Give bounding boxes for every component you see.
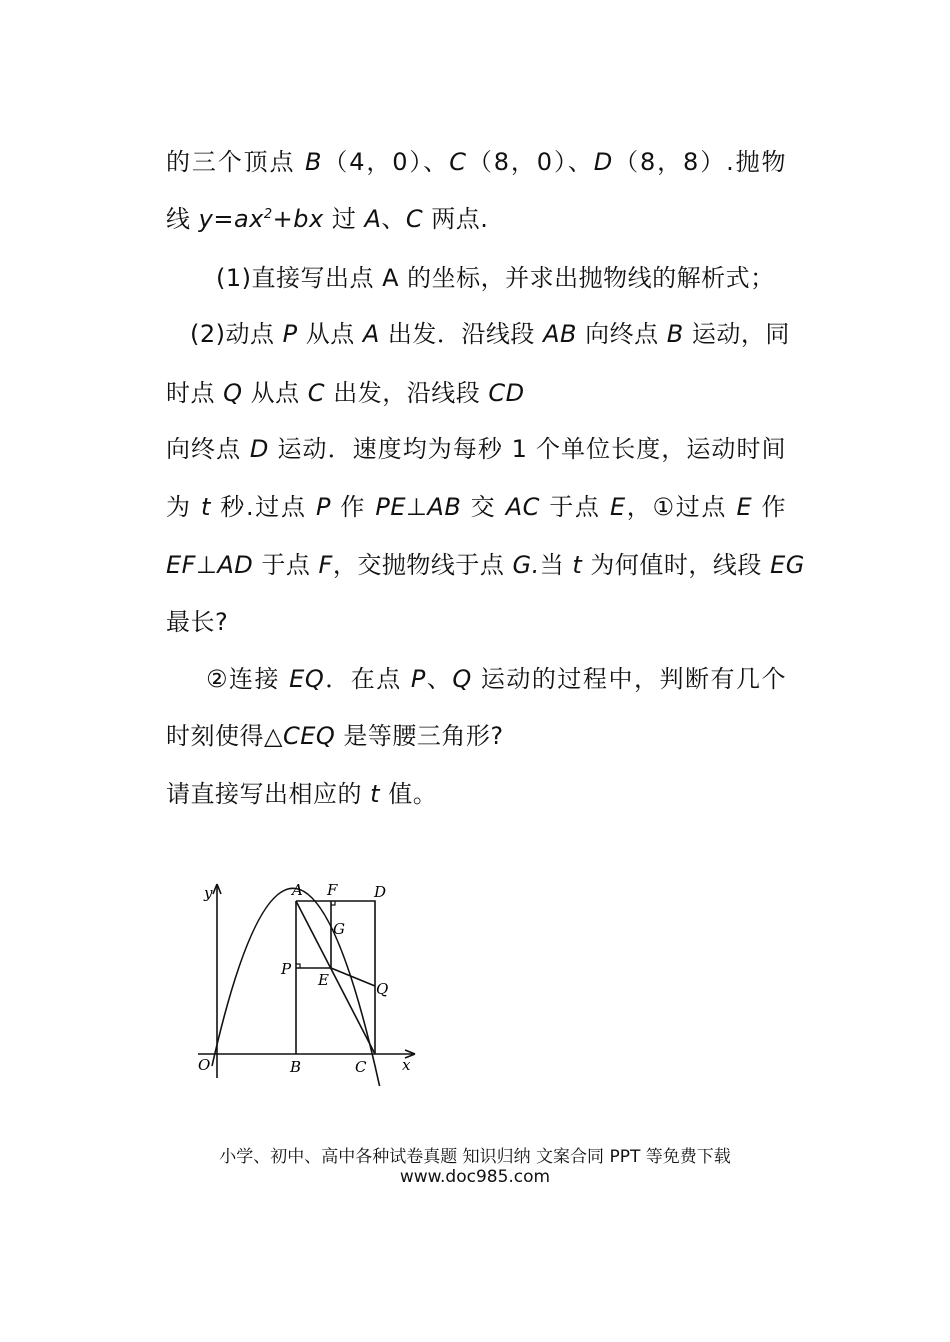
point-q: Q — [452, 665, 472, 693]
question-2-line-5 — [166, 549, 805, 581]
point-d: D — [593, 148, 613, 176]
text-segment: ②连接 — [206, 665, 290, 693]
text-segment: 出发，沿线段 — [325, 379, 489, 407]
text-segment: 向终点 — [166, 435, 250, 463]
figure-svg — [190, 876, 430, 1086]
question-2-line-4 — [166, 491, 786, 523]
text-segment: 请直接写出相应的 — [166, 780, 371, 808]
text-segment: 作 — [752, 493, 786, 521]
text-segment: 运动，同 — [683, 320, 790, 348]
text-segment: 交 — [461, 493, 506, 521]
segment-ac: AC — [505, 493, 540, 521]
point-a: A — [364, 205, 382, 233]
text-segment: 、 — [425, 665, 453, 693]
point-c: C — [449, 148, 467, 176]
label-x: x — [402, 1056, 411, 1074]
point-g: G. — [512, 551, 540, 579]
paragraph-line-1 — [166, 146, 786, 178]
point-p: P — [282, 320, 298, 348]
text-segment: 两点. — [423, 205, 489, 233]
text-segment: （8，0）、 — [466, 148, 594, 176]
segment-ef: EF⊥AD — [166, 551, 254, 579]
text-segment: （4，0）、 — [321, 148, 450, 176]
segment-pe: PE⊥AB — [375, 493, 462, 521]
label-a: A — [292, 881, 303, 899]
text-segment: 出发．沿线段 — [379, 320, 544, 348]
question-2-part-2-line-1 — [206, 663, 786, 695]
text-segment: (2)动点 — [190, 320, 283, 348]
geometry-figure — [190, 876, 430, 1086]
point-e: E — [609, 493, 626, 521]
text-segment: 向终点 — [576, 320, 667, 348]
label-f: F — [327, 881, 338, 899]
question-1: (1)直接写出点 A 的坐标，并求出抛物线的解析式； — [216, 264, 775, 292]
question-2-line-6: 最长? — [166, 608, 229, 636]
text-segment: 作 — [331, 493, 376, 521]
point-e: E — [736, 493, 753, 521]
text-segment: 、 — [381, 205, 406, 233]
point-b: B — [666, 320, 684, 348]
paragraph-line-2 — [166, 203, 786, 235]
question-2-part-2-line-3 — [166, 778, 786, 810]
segment-ab: AB — [543, 320, 577, 348]
text-segment: 当 — [539, 551, 573, 579]
text-segment: 时点 — [166, 379, 224, 407]
text-segment: 运动的过程中，判断有几个 — [471, 665, 786, 693]
text-segment: 从点 — [242, 379, 308, 407]
label-g: G — [333, 920, 345, 938]
variable-t: t — [370, 780, 381, 808]
question-2-line-3 — [166, 433, 786, 465]
text-segment: 为何值时，线段 — [582, 551, 771, 579]
text-segment: ，交抛物线于点 — [332, 551, 513, 579]
text-segment: 时刻使得△ — [166, 722, 283, 750]
exponent: 2 — [263, 207, 273, 222]
text-segment: ．在点 — [324, 665, 411, 693]
footer-url[interactable]: www.doc985.com — [399, 1167, 551, 1187]
text-segment: 值。 — [380, 780, 438, 808]
text-segment: 的三个顶点 — [166, 148, 305, 176]
footer-tagline: 小学、初中、高中各种试卷真题 知识归纳 文案合同 PPT 等免费下载 — [219, 1147, 731, 1167]
parabola-formula: y=ax — [198, 205, 264, 233]
label-o: O — [198, 1056, 211, 1074]
segment-cd: CD — [488, 379, 525, 407]
point-a: A — [362, 320, 380, 348]
label-c: C — [355, 1058, 367, 1076]
question-2-line-1 — [190, 318, 790, 350]
segment-eg: EG — [770, 551, 805, 579]
text-segment: 线 — [166, 205, 199, 233]
text-segment: 于点 — [253, 551, 319, 579]
text-segment: 运动．速度均为每秒 1 个单位长度，运动时间 — [268, 435, 786, 463]
label-d: D — [374, 883, 387, 901]
point-c: C — [307, 379, 326, 407]
point-d: D — [249, 435, 269, 463]
parabola-formula-tail: +bx — [272, 205, 324, 233]
label-y: y — [204, 884, 213, 902]
segment-eq: EQ — [289, 665, 325, 693]
question-2-line-2 — [166, 377, 786, 409]
question-2-part-2-line-2 — [166, 720, 786, 752]
label-b: B — [290, 1058, 302, 1076]
variable-t: t — [572, 551, 583, 579]
text-segment: 于点 — [539, 493, 610, 521]
variable-t: t — [201, 493, 211, 521]
text-segment: 从点 — [297, 320, 363, 348]
triangle-ceq: CEQ — [282, 722, 336, 750]
label-e: E — [318, 971, 329, 989]
text-segment: 过 — [323, 205, 365, 233]
text-segment: 是等腰三角形? — [335, 722, 504, 750]
point-f: F — [318, 551, 333, 579]
text-segment: （8，8）.抛物 — [612, 148, 786, 176]
label-p: P — [281, 960, 292, 978]
text-segment: 为 — [166, 493, 202, 521]
point-q: Q — [223, 379, 243, 407]
point-b: B — [304, 148, 322, 176]
point-p: P — [316, 493, 332, 521]
text-segment: ，①过点 — [625, 493, 737, 521]
point-p: P — [410, 665, 426, 693]
point-c: C — [405, 205, 424, 233]
text-segment: 秒.过点 — [210, 493, 317, 521]
label-q: Q — [376, 980, 389, 998]
